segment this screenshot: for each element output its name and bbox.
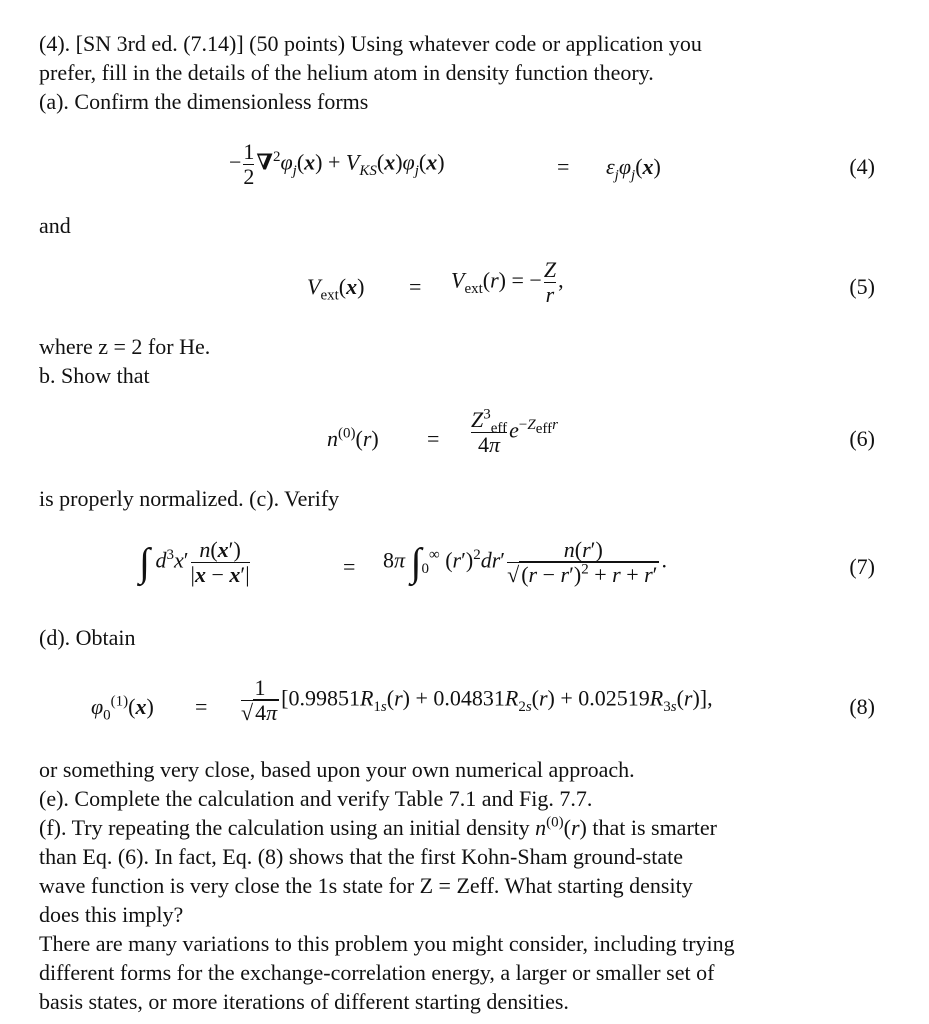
part-f-line-2: than Eq. (6). In fact, Eq. (8) shows that the first Kohn-Sham ground-state: [39, 844, 683, 869]
equation-5: $V_{ext}(x)$ = $V_{ext}(r)$ = − $\frac{Z}{r}$ , (5): [307, 257, 875, 307]
intro-line-2: prefer, fill in the details of the helium atom in density function theory.: [39, 60, 654, 85]
part-d-heading: (d). Obtain: [39, 625, 136, 650]
variations-line-3: basis states, or more iterations of different starting densities.: [39, 989, 569, 1014]
equation-8: $\varphi_0^{(1)}(x)$ = $\frac{1}{√4\pi}$ $[0.99851R_{1s}(r) + 0.04831R_{2s}(r) + 0.02519R_{3s}(r)]$, (8): [91, 675, 875, 725]
coefficient-2s: 0.04831: [433, 685, 505, 711]
part-f-line-1: (f). Try repeating the calculation using an initial density $n^{(0)}(r)$ that is smarter: [39, 814, 717, 840]
variations-line-2: different forms for the exchange-correlation energy, a larger or smaller set of: [39, 960, 715, 985]
intro-line-1: (4). [SN 3rd ed. (7.14)] (50 points) Using whatever code or application you: [39, 31, 702, 56]
equation-5-number: (5): [849, 274, 875, 299]
coefficient-1s: 0.99851: [288, 685, 360, 711]
coefficient-3s: 0.02519: [578, 685, 650, 711]
normalized-text: is properly normalized. (c). Verify: [39, 486, 340, 511]
part-f-text-a: (f). Try repeating the calculation using an initial density: [39, 815, 536, 840]
part-e-text: (e). Complete the calculation and verify Table 7.1 and Fig. 7.7.: [39, 786, 593, 811]
part-b-heading: b. Show that: [39, 363, 150, 388]
equation-7-number: (7): [849, 554, 875, 579]
part-f-text-b: that is smarter: [586, 815, 717, 840]
part-f-line-4: does this imply?: [39, 902, 184, 927]
equation-6-number: (6): [849, 426, 875, 451]
closing-line-1: or something very close, based upon your own numerical approach.: [39, 757, 635, 782]
equation-8-number: (8): [849, 694, 875, 719]
part-a-heading: (a). Confirm the dimensionless forms: [39, 89, 369, 114]
equation-6: $n^{(0)}(r)$ = $\frac{Z^3_{eff}}{4\pi}$ $e^{-Z_{eff}r}$ (6): [327, 406, 875, 457]
part-f-line-3: wave function is very close the 1s state for Z = Zeff. What starting density: [39, 873, 693, 898]
where-text: where z = 2 for He.: [39, 334, 211, 359]
equation-4: − $\frac{1}{2}$ $\nabla^2\varphi_j(x) + V_{KS}(x)\varphi_j(x)$ = $\varepsilon_j\varphi_j(x)$ (4): [229, 139, 875, 189]
equation-4-number: (4): [849, 154, 875, 179]
and-text: and: [39, 213, 71, 238]
variations-line-1: There are many variations to this problem you might consider, including trying: [39, 931, 735, 956]
equation-7: ∫ $d^3x'$ $\frac{n(x')}{|x - x'|}$ = 8π $\int_0^\infty$ $(r')^2dr'$ $\frac{n(r')}{√(r - r')^2 + r + r'}$ . (7): [139, 537, 875, 587]
